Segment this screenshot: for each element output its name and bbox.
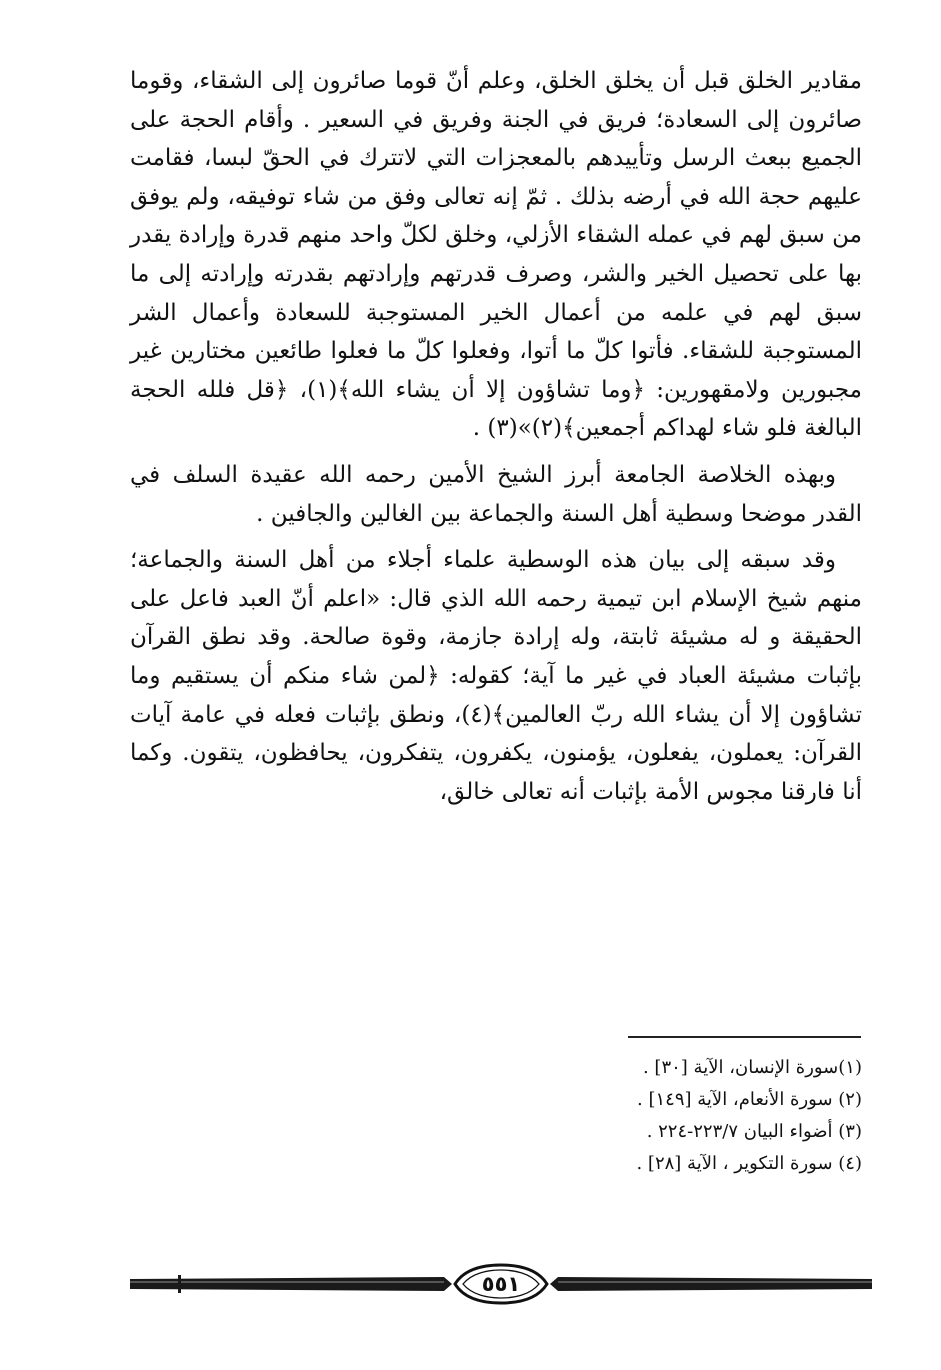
page-footer <box>130 1262 872 1306</box>
paragraph-2: وبهذه الخلاصة الجامعة أبرز الشيخ الأمين رحمه الله عقيدة السلف في القدر موضحا وسطية أهل السنة والجماعة بين الغالين والجافين . <box>130 461 862 527</box>
footnote-2: (٢) سورة الأنعام، الآية [١٤٩] . <box>637 1089 862 1110</box>
footnote-3: (٣) أضواء البيان ٢٢٣/٧-٢٢٤ . <box>646 1121 862 1142</box>
paragraph-3: وقد سبقه إلى بيان هذه الوسطية علماء أجلاء من أهل السنة والجماعة؛ منهم شيخ الإسلام ابن تيمية رحمه الله الذي قال: «اعلم أنّ العبد فاعل على الحقيقة و له مشيئة ثابتة، وله إرادة جازمة، وقوة صالحة. وقد نطق القرآن بإثبات مشيئة العباد في غير ما آية؛ كقوله: ﴿لمن شاء منكم أن يستقيم وما تشاؤون إلا أن يشاء الله ربّ العالمين﴾(٤)، ونطق بإثبات فعله في عامة آيات القرآن: يعملون، يفعلون، يؤمنون، يكفرون، يتفكرون، يحافظون، يتقون. وكما أنا فارقنا مجوس الأمة بإثبات أنه تعالى خالق، <box>130 547 862 805</box>
main-text <box>130 62 862 811</box>
footnote-4: (٤) سورة التكوير ، الآية [٢٨] . <box>636 1153 862 1174</box>
footnote-separator <box>628 1036 861 1038</box>
footnotes <box>362 1052 862 1180</box>
footnote-1: (١)سورة الإنسان، الآية [٣٠] . <box>642 1057 862 1078</box>
paragraph-1: مقادير الخلق قبل أن يخلق الخلق، وعلم أنّ قوما صائرون إلى الشقاء، وقوما صائرون إلى السعادة؛ فريق في الجنة وفريق في السعير . وأقام الحجة على الجميع ببعث الرسل وتأييدهم بالمعجزات التي لاتترك في الحقّ لبسا، فقامت عليهم حجة الله في أرضه بذلك . ثمّ إنه تعالى وفق من شاء توفيقه، ولم يوفق من سبق لهم في عمله الشقاء الأزلي، وخلق لكلّ واحد منهم قدرة وإرادة يقدر بها على تحصيل الخير والشر، وصرف قدرتهم وإرادتهم بقدرته وإرادته إلى ما سبق لهم في علمه من أعمال الخير المستوجبة للسعادة وأعمال الشر المستوجبة للشقاء. فأتوا كلّ ما أتوا، وفعلوا كلّ ما فعلوا طائعين مختارين غير مجبورين ولامقهورين: ﴿وما تشاؤون إلا أن يشاء الله﴾(١)، ﴿قل فلله الحجة البالغة فلو شاء لهداكم أجمعين﴾(٢)»(٣) . <box>130 68 862 442</box>
page-number: ٥٥١ <box>481 1272 521 1296</box>
